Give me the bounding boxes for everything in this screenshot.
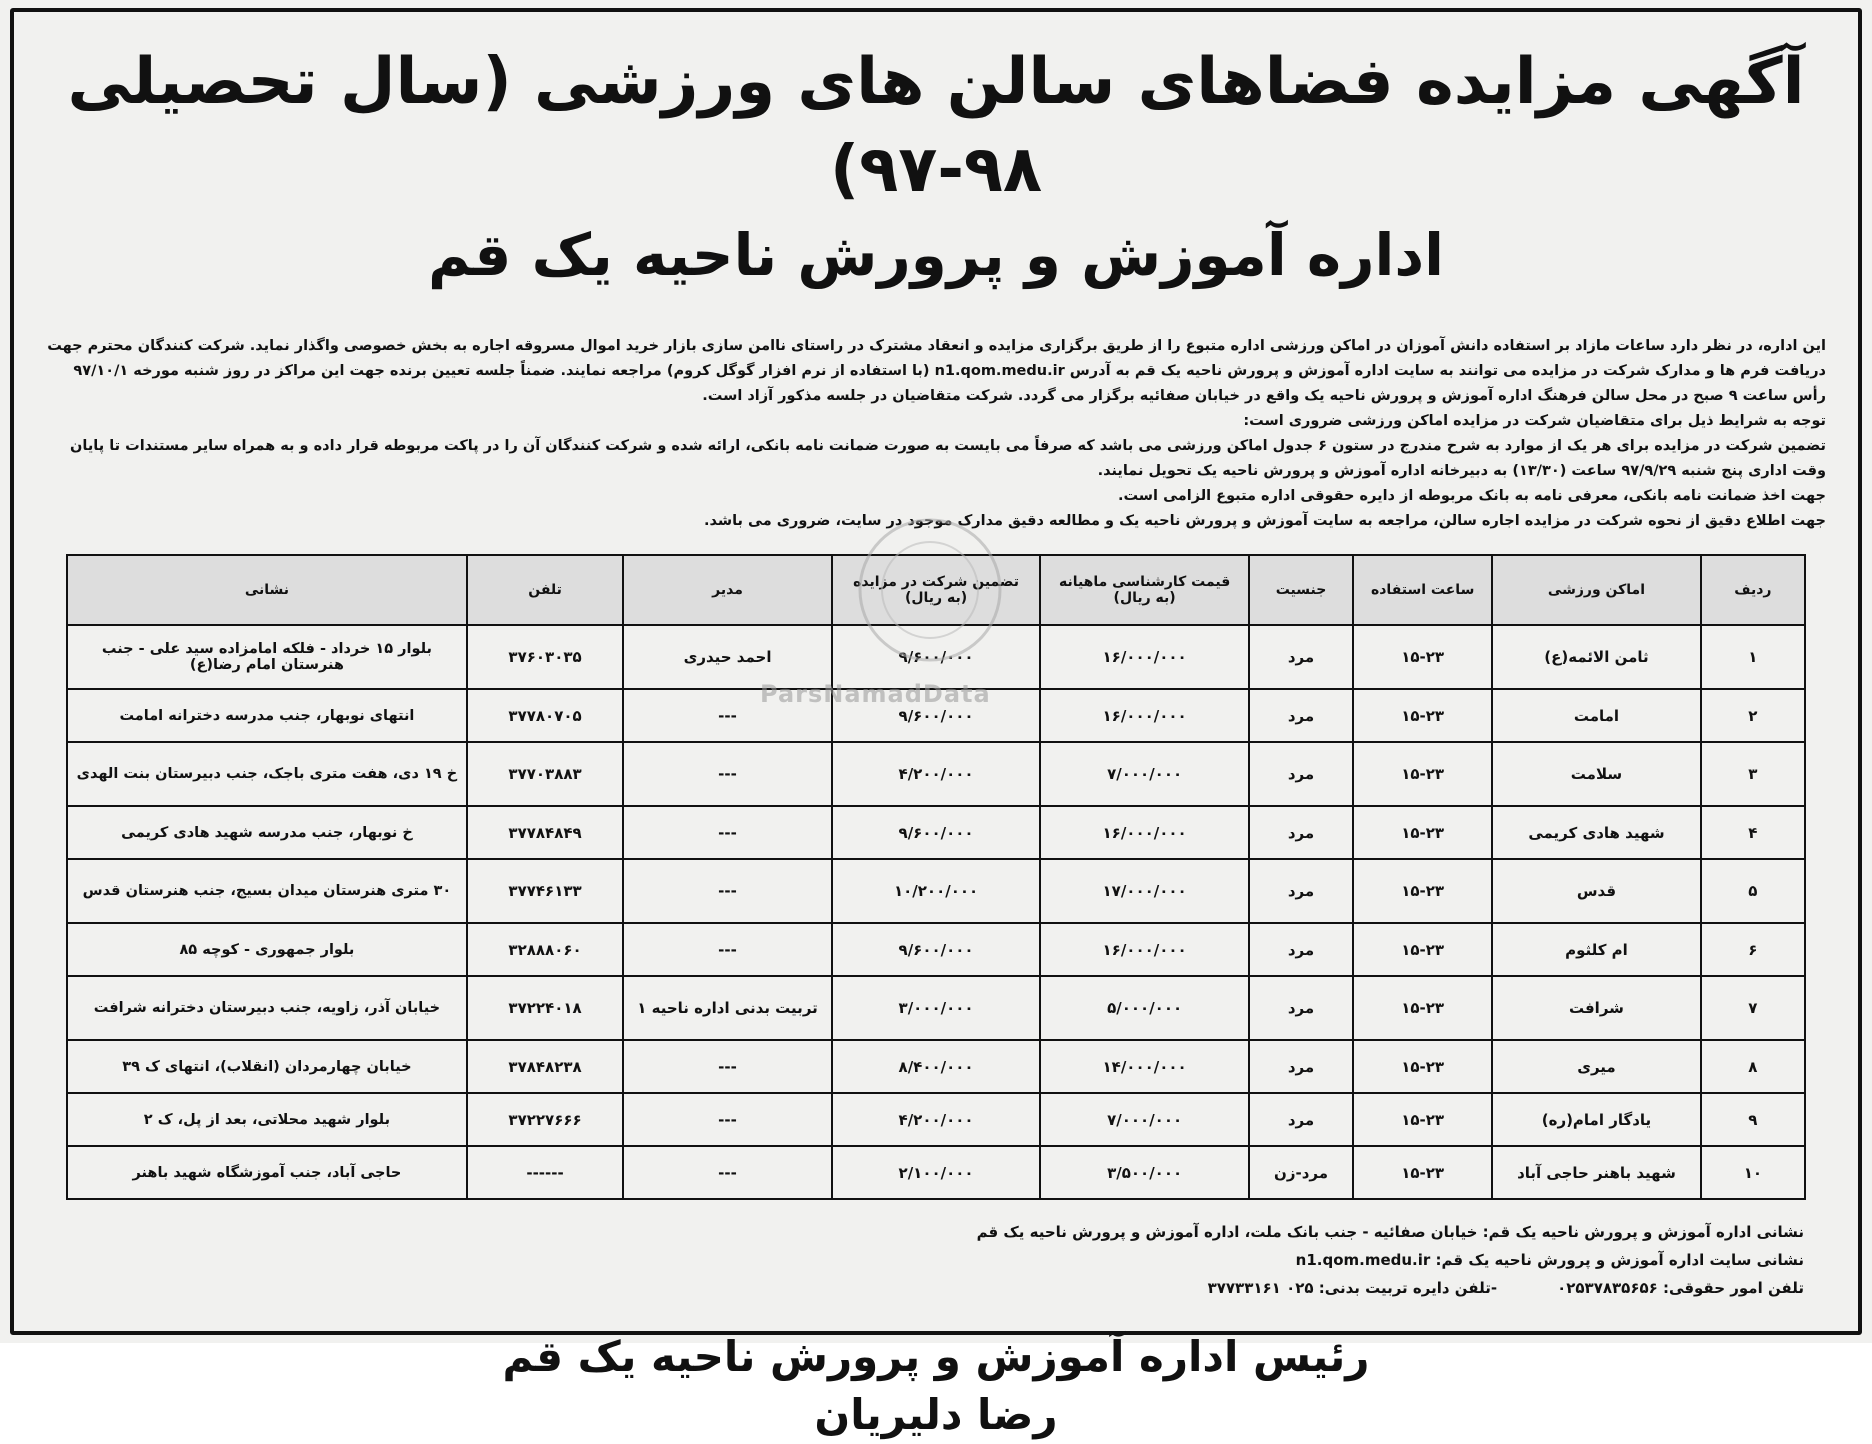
intro-text [46, 334, 1826, 534]
address: خیابان آذر، زاویه، جنب دبیرستان دخترانه شرافت [67, 976, 467, 1040]
phone: ۳۷۶۰۳۰۳۵ [467, 625, 623, 689]
header-cell: ردیف [1701, 555, 1805, 625]
usage-hours: ۱۵-۲۳ [1353, 689, 1492, 742]
header-cell: ساعت استفاده [1353, 555, 1492, 625]
phone: ۳۷۸۴۸۲۳۸ [467, 1040, 623, 1093]
monthly-price: ۱۶/۰۰۰/۰۰۰ [1040, 923, 1249, 976]
ad-body [18, 38, 1854, 1444]
table-row [67, 1146, 1805, 1199]
office-address: نشانی اداره آموزش و پرورش ناحیه یک قم: خیابان صفائیه - جنب بانک ملت، اداره آموزش و پرورش ناحیه یک قم [976, 1223, 1804, 1241]
manager: --- [623, 689, 832, 742]
header-cell: تضمین شرکت در مزایده (به ریال) [832, 555, 1041, 625]
phone: ۳۷۷۸۴۸۴۹ [467, 806, 623, 859]
deposit: ۳/۰۰۰/۰۰۰ [832, 976, 1041, 1040]
deposit: ۴/۲۰۰/۰۰۰ [832, 742, 1041, 806]
row-number: ۳ [1701, 742, 1805, 806]
watermark-text: ParsNamadData [760, 680, 991, 708]
usage-hours: ۱۵-۲۳ [1353, 742, 1492, 806]
monthly-price: ۷/۰۰۰/۰۰۰ [1040, 742, 1249, 806]
address: حاجی آباد، جنب آموزشگاه شهید باهنر [67, 1146, 467, 1199]
header-cell: مدیر [623, 555, 832, 625]
table-row [67, 1093, 1805, 1146]
row-number: ۱ [1701, 625, 1805, 689]
address: خ ۱۹ دی، هفت متری باجک، جنب دبیرستان بنت الهدی [67, 742, 467, 806]
table-row [67, 689, 1805, 742]
gender: مرد [1249, 1040, 1353, 1093]
gender: مرد [1249, 976, 1353, 1040]
header-cell: اماکن ورزشی [1492, 555, 1701, 625]
venue-name: یادگار امام(ره) [1492, 1093, 1701, 1146]
signature-title: رئیس اداره آموزش و پرورش ناحیه یک قم [502, 1332, 1370, 1381]
gender: مرد [1249, 923, 1353, 976]
header-cell: جنسیت [1249, 555, 1353, 625]
manager: احمد حیدری [623, 625, 832, 689]
row-number: ۴ [1701, 806, 1805, 859]
row-number: ۷ [1701, 976, 1805, 1040]
deposit: ۴/۲۰۰/۰۰۰ [832, 1093, 1041, 1146]
venue-name: امامت [1492, 689, 1701, 742]
phone: ۳۷۷۰۳۸۸۳ [467, 742, 623, 806]
phone: ۳۷۲۲۴۰۱۸ [467, 976, 623, 1040]
table-header-row [67, 555, 1805, 625]
address: انتهای نوبهار، جنب مدرسه دخترانه امامت [67, 689, 467, 742]
venue-name: شرافت [1492, 976, 1701, 1040]
venue-name: سلامت [1492, 742, 1701, 806]
usage-hours: ۱۵-۲۳ [1353, 976, 1492, 1040]
signature-name: رضا دلیریان [814, 1390, 1058, 1439]
usage-hours: ۱۵-۲۳ [1353, 1040, 1492, 1093]
usage-hours: ۱۵-۲۳ [1353, 1146, 1492, 1199]
manager: --- [623, 923, 832, 976]
monthly-price: ۳/۵۰۰/۰۰۰ [1040, 1146, 1249, 1199]
gender: مرد [1249, 859, 1353, 923]
phone: ۳۷۲۲۷۶۶۶ [467, 1093, 623, 1146]
venue-name: شهید هادی کریمی [1492, 806, 1701, 859]
monthly-price: ۱۷/۰۰۰/۰۰۰ [1040, 859, 1249, 923]
gender: مرد [1249, 806, 1353, 859]
ad-subtitle: اداره آموزش و پرورش ناحیه یک قم [427, 221, 1445, 289]
deposit: ۲/۱۰۰/۰۰۰ [832, 1146, 1041, 1199]
deposit: ۹/۶۰۰/۰۰۰ [832, 923, 1041, 976]
address: بلوار جمهوری - کوچه ۸۵ [67, 923, 467, 976]
monthly-price: ۱۴/۰۰۰/۰۰۰ [1040, 1040, 1249, 1093]
pe-phone: -تلفن دایره تربیت بدنی: ۰۲۵ ۳۷۷۳۳۱۶۱ [1207, 1279, 1498, 1297]
table-row [67, 625, 1805, 689]
intro-paragraph-1: این اداره، در نظر دارد ساعات مازاد بر استفاده دانش آموزان در اماکن ورزشی اداره متبوع را از طریق برگزاری مزایده و انعقاد مشترک در راستای ناامن سازی بازار خرید اموال مسروقه اجاره به بخش خصوصی واگذار نماید. شرکت کنندگان محترم جهت دریافت فرم ها و مدارک شرکت در مزایده می توانند به سایت اداره آموزش و پرورش ناحیه یک قم به آدرس n1.qom.medu.ir (با استفاده از نرم افزار گوگل کروم) مراجعه نمایند. ضمناً جلسه تعیین برنده جهت این مراکز در روز شنبه مورخه ۹۷/۱۰/۱ رأس ساعت ۹ صبح در محل سالن فرهنگ اداره آموزش و پرورش ناحیه یک واقع در خیابان صفائیه برگزار می گردد. شرکت متقاضیان در جلسه مذکور آزاد است. [47, 338, 1826, 404]
phone: ۳۷۷۸۰۷۰۵ [467, 689, 623, 742]
manager: --- [623, 742, 832, 806]
deposit: ۹/۶۰۰/۰۰۰ [832, 625, 1041, 689]
header-cell: نشانی [67, 555, 467, 625]
table-row [67, 923, 1805, 976]
deposit: ۱۰/۲۰۰/۰۰۰ [832, 859, 1041, 923]
venues-table [66, 554, 1806, 1200]
phone: ------ [467, 1146, 623, 1199]
row-number: ۱۰ [1701, 1146, 1805, 1199]
usage-hours: ۱۵-۲۳ [1353, 806, 1492, 859]
table-row [67, 1040, 1805, 1093]
deposit: ۸/۴۰۰/۰۰۰ [832, 1040, 1041, 1093]
website-address: نشانی سایت اداره آموزش و پرورش ناحیه یک قم: n1.qom.medu.ir [1295, 1251, 1804, 1269]
usage-hours: ۱۵-۲۳ [1353, 625, 1492, 689]
header-cell: تلفن [467, 555, 623, 625]
monthly-price: ۱۶/۰۰۰/۰۰۰ [1040, 806, 1249, 859]
address: خ نوبهار، جنب مدرسه شهید هادی کریمی [67, 806, 467, 859]
phone: ۳۷۷۴۶۱۳۳ [467, 859, 623, 923]
ad-title: آگهی مزایده فضاهای سالن های ورزشی (سال تحصیلی ۹۸-۹۷) [67, 45, 1805, 207]
manager: --- [623, 1093, 832, 1146]
gender: مرد [1249, 689, 1353, 742]
deposit: ۹/۶۰۰/۰۰۰ [832, 806, 1041, 859]
row-number: ۹ [1701, 1093, 1805, 1146]
monthly-price: ۱۶/۰۰۰/۰۰۰ [1040, 625, 1249, 689]
monthly-price: ۱۶/۰۰۰/۰۰۰ [1040, 689, 1249, 742]
monthly-price: ۵/۰۰۰/۰۰۰ [1040, 976, 1249, 1040]
venue-name: میری [1492, 1040, 1701, 1093]
deposit: ۹/۶۰۰/۰۰۰ [832, 689, 1041, 742]
manager: --- [623, 806, 832, 859]
manager: --- [623, 1146, 832, 1199]
manager: --- [623, 1040, 832, 1093]
row-number: ۲ [1701, 689, 1805, 742]
intro-paragraph-5: جهت اطلاع دقیق از نحوه شرکت در مزایده اجاره سالن، مراجعه به سایت آموزش و پرورش ناحیه یک و مطالعه دقیق مدارک موجود در سایت، ضروری می باشد. [703, 513, 1826, 529]
venue-name: شهید باهنر حاجی آباد [1492, 1146, 1701, 1199]
legal-phone: تلفن امور حقوقی: ۰۲۵۳۷۸۳۵۶۵۶ [1557, 1279, 1804, 1297]
table-row [67, 859, 1805, 923]
table-row [67, 806, 1805, 859]
contact-footer [68, 1218, 1804, 1302]
row-number: ۵ [1701, 859, 1805, 923]
gender: مرد [1249, 625, 1353, 689]
venue-name: قدس [1492, 859, 1701, 923]
address: خیابان چهارمردان (انقلاب)، انتهای ک ۳۹ [67, 1040, 467, 1093]
intro-paragraph-3: تضمین شرکت در مزایده برای هر یک از موارد به شرح مندرج در ستون ۶ جدول اماکن ورزشی می باشد که صرفاً می بایست به صورت ضمانت نامه بانکی، ارائه شده و شرکت کنندگان آن را در پاکت مربوطه قرار داده و به همراه سایر مستندات تا پایان وقت اداری پنج شنبه ۹۷/۹/۲۹ ساعت (۱۳/۳۰) به دبیرخانه اداره آموزش و پرورش ناحیه یک تحویل نمایند. [70, 438, 1826, 479]
venue-name: ثامن الائمه(ع) [1492, 625, 1701, 689]
row-number: ۶ [1701, 923, 1805, 976]
table-row [67, 976, 1805, 1040]
table-row [67, 742, 1805, 806]
address: بلوار شهید محلاتی، بعد از پل، ک ۲ [67, 1093, 467, 1146]
manager: تربیت بدنی اداره ناحیه ۱ [623, 976, 832, 1040]
phone-line [68, 1274, 1804, 1302]
intro-paragraph-4: جهت اخذ ضمانت نامه بانکی، معرفی نامه به بانک مربوطه از دایره حقوقی اداره متبوع الزامی است. [1117, 488, 1826, 504]
address: بلوار ۱۵ خرداد - فلکه امامزاده سید علی - جنب هنرستان امام رضا(ع) [67, 625, 467, 689]
manager: --- [623, 859, 832, 923]
address: ۳۰ متری هنرستان میدان بسیج، جنب هنرستان قدس [67, 859, 467, 923]
monthly-price: ۷/۰۰۰/۰۰۰ [1040, 1093, 1249, 1146]
usage-hours: ۱۵-۲۳ [1353, 923, 1492, 976]
usage-hours: ۱۵-۲۳ [1353, 859, 1492, 923]
intro-paragraph-2: توجه به شرایط ذیل برای متقاضیان شرکت در مزایده اماکن ورزشی ضروری است: [1243, 413, 1826, 429]
header-cell: قیمت کارشناسی ماهیانه (به ریال) [1040, 555, 1249, 625]
phone: ۳۲۸۸۸۰۶۰ [467, 923, 623, 976]
gender: مرد [1249, 1093, 1353, 1146]
gender: مرد-زن [1249, 1146, 1353, 1199]
venue-name: ام کلثوم [1492, 923, 1701, 976]
usage-hours: ۱۵-۲۳ [1353, 1093, 1492, 1146]
gender: مرد [1249, 742, 1353, 806]
row-number: ۸ [1701, 1040, 1805, 1093]
